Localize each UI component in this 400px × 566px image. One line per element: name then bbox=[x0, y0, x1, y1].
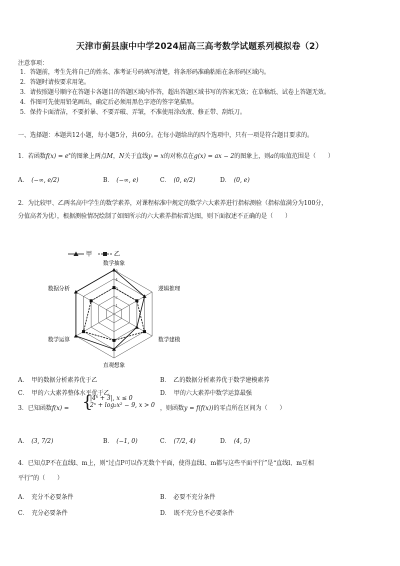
square-marker bbox=[113, 286, 116, 289]
option-text: (−1, 0) bbox=[116, 438, 138, 445]
section-heading: 一、选择题：本题共12小题，每小题5分，共60分。在每小题给出的四个选项中，只有一项是符合题目要求的。 bbox=[18, 132, 314, 139]
q1-text: 关于直线 bbox=[124, 153, 149, 160]
option-label: D． bbox=[220, 438, 231, 445]
triangle-marker bbox=[74, 334, 78, 338]
piecewise-case-1: |4ˣ + 3|, x ≤ 0 bbox=[90, 395, 133, 402]
piecewise-cases bbox=[90, 395, 160, 409]
option-label: B． bbox=[103, 438, 114, 445]
radar-tick-label: 4 bbox=[115, 277, 118, 282]
radar-legend bbox=[68, 250, 120, 258]
option-text: 甲的数据分析素养优于乙 bbox=[31, 377, 98, 384]
q1-option-b[interactable] bbox=[103, 175, 139, 184]
option-text: (0, e) bbox=[233, 177, 250, 184]
option-label: B． bbox=[160, 377, 171, 384]
option-label: D． bbox=[160, 390, 171, 397]
q2-option-b[interactable] bbox=[160, 375, 269, 384]
square-marker bbox=[82, 330, 85, 333]
option-text: 乙的数据分析素养优于数学建模素养 bbox=[173, 377, 270, 384]
radar-axis-line bbox=[76, 314, 114, 336]
note-item: 5．保持卡面清洁，不要折暴、不要弄破、弄皱，不准使用涂改液、修正带、刮纸刀。 bbox=[20, 109, 246, 116]
q2-option-a[interactable] bbox=[18, 375, 97, 384]
radar-axis-label: 逻辑推理 bbox=[158, 286, 181, 293]
option-text: 甲的六大素养整体水平优于乙 bbox=[31, 390, 110, 397]
radar-axes bbox=[76, 269, 152, 358]
question-3-stem-a bbox=[18, 405, 69, 413]
q1-text: 的对称点在 bbox=[163, 153, 194, 160]
option-label: B． bbox=[103, 177, 114, 184]
q4-option-b[interactable] bbox=[160, 492, 215, 501]
q1-text: 的取值范围是（ ） bbox=[273, 153, 334, 160]
radar-axis-label: 数据分析 bbox=[47, 286, 70, 293]
option-text: 充分必要条件 bbox=[31, 510, 68, 517]
square-marker bbox=[90, 299, 93, 302]
option-text: 甲的六大素养中数学运算最强 bbox=[173, 390, 252, 397]
radar-tick-label: 2 bbox=[115, 295, 118, 300]
note-item: 1．答题前，考生先将自己的姓名、准考证号码填写清楚，将条形码准确粘贴在条形码区域内。 bbox=[20, 69, 270, 76]
option-label: A． bbox=[18, 438, 29, 445]
question-2-stem: 2．为比较甲、乙两名高中学生的数学素养，对课程标准中规定的数学六大素养进行指标测验（指标值满分为100分， bbox=[18, 200, 328, 207]
option-label: A． bbox=[18, 377, 29, 384]
option-label: A． bbox=[18, 494, 29, 501]
q3-text: 3．已知函数 bbox=[18, 405, 52, 412]
radar-axis-label: 直观想象 bbox=[102, 363, 126, 368]
q1-g-function: g(x) = ax − 2 bbox=[193, 153, 235, 160]
q4-option-a[interactable] bbox=[18, 492, 73, 501]
square-marker bbox=[113, 339, 116, 342]
radar-axis-line bbox=[114, 314, 152, 336]
radar-axis-line bbox=[114, 292, 152, 314]
question-2-stem: 分值高者为优），根据测验情况绘制了如图所示的六大素养指标雷达图，则下面叙述不正确的是（ ） bbox=[18, 213, 292, 220]
q1-option-d[interactable] bbox=[220, 175, 250, 184]
piecewise-brace: { bbox=[82, 392, 93, 412]
q1-text: ， bbox=[112, 153, 119, 160]
q1-function: f(x) = e bbox=[45, 153, 69, 160]
option-text: 充分不必要条件 bbox=[31, 494, 74, 501]
triangle-marker bbox=[135, 325, 139, 329]
radar-axis-label: 数学运算 bbox=[47, 337, 70, 344]
option-label: C． bbox=[18, 390, 29, 397]
note-item: 3．请按照题号顺序在答题卡各题目的答题区域内作答，超出答题区域书写的答案无效；在草稿纸、试卷上答题无效。 bbox=[20, 89, 330, 96]
radar-axis-line bbox=[76, 292, 114, 314]
radar-axis-label: 数学建模 bbox=[158, 337, 181, 344]
option-label: C． bbox=[160, 177, 171, 184]
triangle-marker bbox=[74, 290, 78, 294]
option-label: A． bbox=[18, 177, 29, 184]
option-text: 必要不充分条件 bbox=[173, 494, 216, 501]
option-text: (−∞, e/2) bbox=[31, 177, 60, 184]
option-text: 既不充分也不必要条件 bbox=[173, 510, 234, 517]
square-marker bbox=[143, 330, 146, 333]
q1-exponent: x bbox=[68, 151, 71, 156]
q1-param: a bbox=[270, 153, 274, 160]
q3-text: 的零点所在区间为（ ） bbox=[213, 405, 286, 412]
legend-yi-label: 乙 bbox=[114, 251, 121, 258]
question-4-stem: 4．已知点P不在直线l、m上，则“过点P可以作无数个平面，使得直线l、m都与这些平面平行”是“直线l、m互相 bbox=[18, 460, 314, 467]
square-icon bbox=[103, 252, 107, 256]
notes-heading: 注意事项： bbox=[18, 60, 49, 67]
option-label: D． bbox=[220, 177, 231, 184]
option-label: C． bbox=[160, 438, 171, 445]
square-marker bbox=[135, 299, 138, 302]
radar-tick-label: 3 bbox=[115, 286, 118, 291]
exam-title: 天津市蓟县康中中学2024届高三高考数学试题系列模拟卷（2） bbox=[76, 42, 324, 52]
q3-option-d[interactable] bbox=[220, 436, 250, 445]
q3-function: f(x) = bbox=[51, 405, 70, 412]
q2-option-d[interactable] bbox=[160, 388, 252, 397]
radar-tick-label: 5 bbox=[115, 269, 118, 273]
question-4-stem: 平行”的（ ） bbox=[18, 475, 64, 482]
radar-chart bbox=[28, 248, 200, 368]
q1-text: 的图象上，则 bbox=[234, 153, 271, 160]
option-text: (3, 7/2) bbox=[31, 438, 54, 445]
option-text: (7/2, 4) bbox=[173, 438, 196, 445]
q1-option-a[interactable] bbox=[18, 175, 59, 184]
note-item: 4．作图可先使用铅笔画出，确定后必须用黑色字迹的签字笔描黑。 bbox=[20, 99, 198, 106]
legend-jia-label: 甲 bbox=[86, 251, 93, 258]
option-text: (0, e/2) bbox=[173, 177, 196, 184]
question-3-stem-b bbox=[160, 405, 285, 413]
piecewise-case-2: 2ˣ + log₂x² − 9, x > 0 bbox=[90, 402, 155, 409]
q1-point-n: N bbox=[118, 153, 125, 160]
q3-option-b[interactable] bbox=[103, 436, 138, 445]
option-text: (4, 5) bbox=[233, 438, 250, 445]
option-text: (−∞, e) bbox=[116, 177, 139, 184]
option-label: B． bbox=[160, 494, 171, 501]
note-item: 2．答题时请按要求用笔。 bbox=[20, 79, 90, 86]
question-1-stem bbox=[18, 150, 334, 161]
q3-option-c[interactable] bbox=[160, 436, 196, 445]
q1-line: y = x bbox=[148, 153, 164, 160]
q4-option-c[interactable] bbox=[18, 508, 68, 517]
option-label: D． bbox=[160, 510, 171, 517]
q1-text: 1．若函数 bbox=[18, 153, 46, 160]
q3-text: ，则函数 bbox=[160, 405, 185, 412]
q1-point-m: M bbox=[106, 153, 113, 160]
q4-option-d[interactable] bbox=[160, 508, 234, 517]
q1-option-c[interactable] bbox=[160, 175, 195, 184]
q3-option-a[interactable] bbox=[18, 436, 53, 445]
radar-axis-label: 数学抽象 bbox=[102, 261, 126, 267]
option-label: C． bbox=[18, 510, 29, 517]
q3-composite: y = f(f(x)) bbox=[184, 405, 214, 412]
radar-tick-label: 1 bbox=[115, 304, 118, 309]
q1-text: 的图象上两点 bbox=[70, 153, 107, 160]
